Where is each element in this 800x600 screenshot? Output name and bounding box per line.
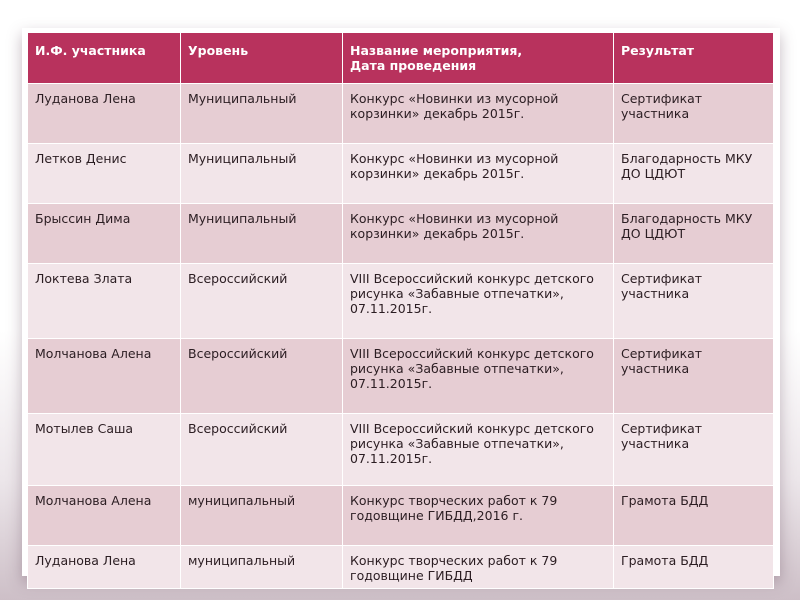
- cell-participant: Брыссин Дима: [28, 204, 181, 264]
- cell-participant: Мотылев Саша: [28, 414, 181, 486]
- header-event-line1: Название мероприятия,: [350, 43, 523, 58]
- table-row: [28, 414, 774, 486]
- cell-event: VIII Всероссийский конкурс детского рисунка «Забавные отпечатки», 07.11.2015г.: [343, 414, 614, 486]
- cell-level: Муниципальный: [181, 204, 343, 264]
- cell-event: Конкурс «Новинки из мусорной корзинки» декабрь 2015г.: [343, 144, 614, 204]
- cell-participant: Луданова Лена: [28, 84, 181, 144]
- cell-level: Всероссийский: [181, 339, 343, 414]
- participants-table: [27, 32, 774, 589]
- cell-result: Грамота БДД: [614, 486, 774, 546]
- cell-result: Сертификат участника: [614, 339, 774, 414]
- cell-result: Грамота БДД: [614, 546, 774, 589]
- cell-event: Конкурс творческих работ к 79 годовщине ГИБДД: [343, 546, 614, 589]
- cell-participant: Молчанова Алена: [28, 339, 181, 414]
- header-level: Уровень: [181, 33, 343, 84]
- header-event-line2: Дата проведения: [350, 58, 477, 73]
- cell-event: VIII Всероссийский конкурс детского рисунка «Забавные отпечатки», 07.11.2015г.: [343, 264, 614, 339]
- cell-participant: Локтева Злата: [28, 264, 181, 339]
- header-participant: И.Ф. участника: [28, 33, 181, 84]
- cell-level: муниципальный: [181, 546, 343, 589]
- cell-event: Конкурс «Новинки из мусорной корзинки» декабрь 2015г.: [343, 204, 614, 264]
- cell-level: Всероссийский: [181, 264, 343, 339]
- participants-table-container: [27, 32, 773, 589]
- header-event: [343, 33, 614, 84]
- header-result: Результат: [614, 33, 774, 84]
- cell-result: Благодарность МКУ ДО ЦДЮТ: [614, 144, 774, 204]
- table-row: [28, 264, 774, 339]
- cell-event: VIII Всероссийский конкурс детского рисунка «Забавные отпечатки», 07.11.2015г.: [343, 339, 614, 414]
- table-row: [28, 339, 774, 414]
- table-row: [28, 204, 774, 264]
- table-row: [28, 84, 774, 144]
- cell-result: Сертификат участника: [614, 264, 774, 339]
- cell-result: Сертификат участника: [614, 84, 774, 144]
- header-row: [28, 33, 774, 84]
- cell-event: Конкурс «Новинки из мусорной корзинки» декабрь 2015г.: [343, 84, 614, 144]
- cell-level: Всероссийский: [181, 414, 343, 486]
- cell-participant: Молчанова Алена: [28, 486, 181, 546]
- table-row: [28, 486, 774, 546]
- cell-level: Муниципальный: [181, 84, 343, 144]
- cell-level: Муниципальный: [181, 144, 343, 204]
- cell-result: Благодарность МКУ ДО ЦДЮТ: [614, 204, 774, 264]
- table-row: [28, 144, 774, 204]
- cell-level: муниципальный: [181, 486, 343, 546]
- table-row: [28, 546, 774, 589]
- cell-event: Конкурс творческих работ к 79 годовщине ГИБДД,2016 г.: [343, 486, 614, 546]
- cell-participant: Летков Денис: [28, 144, 181, 204]
- cell-participant: Луданова Лена: [28, 546, 181, 589]
- cell-result: Сертификат участника: [614, 414, 774, 486]
